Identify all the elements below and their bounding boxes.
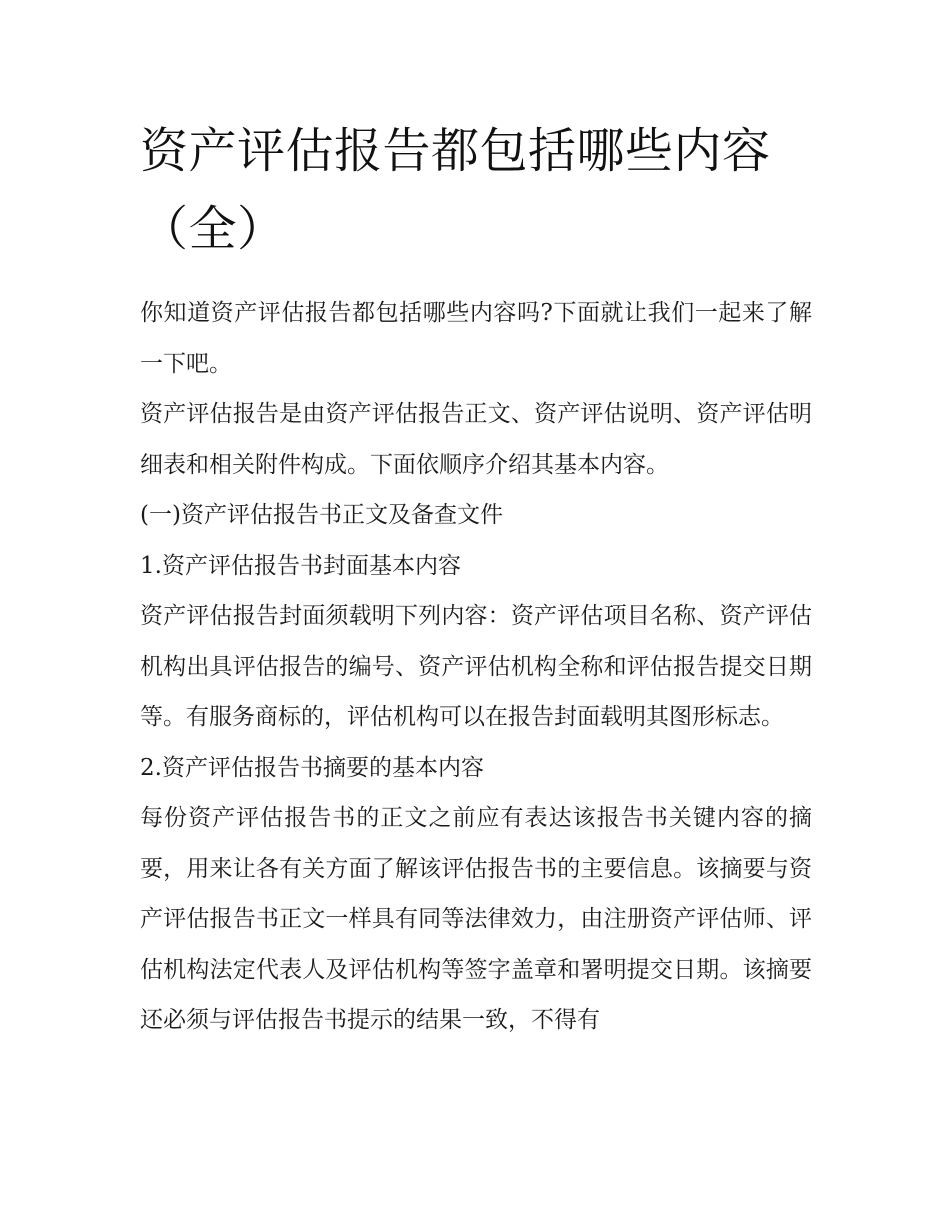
- summary-content-paragraph: 每份资产评估报告书的正文之前应有表达该报告书关键内容的摘要，用来让各有关方面了解该评估报告书的主要信息。该摘要与资产评估报告书正文一样具有同等法律效力，由注册资产评估师、评估机构法定代表人及评估机构等签字盖章和署明提交日期。该摘要还必须与评估报告书提示的结果一致，不得有: [140, 805, 812, 1033]
- cover-content-paragraph: 资产评估报告封面须载明下列内容：资产评估项目名称、资产评估机构出具评估报告的编号、资产评估机构全称和评估报告提交日期等。有服务商标的，评估机构可以在报告封面载明其图形标志。: [140, 603, 812, 730]
- document-body: [140, 288, 812, 1046]
- subsection-heading-cover: 1.资产评估报告书封面基本内容: [140, 552, 461, 579]
- document-title: 资产评估报告都包括哪些内容（全）: [140, 123, 771, 257]
- composition-paragraph: 资产评估报告是由资产评估报告正文、资产评估说明、资产评估明细表和相关附件构成。下面依顺序介绍其基本内容。: [140, 401, 812, 478]
- document-content: [140, 112, 812, 1046]
- intro-paragraph: 你知道资产评估报告都包括哪些内容吗?下面就让我们一起来了解一下吧。: [140, 300, 812, 377]
- subsection-heading-summary: 2.资产评估报告书摘要的基本内容: [140, 754, 484, 781]
- section-heading-main-text: (一)资产评估报告书正文及备查文件: [140, 502, 503, 528]
